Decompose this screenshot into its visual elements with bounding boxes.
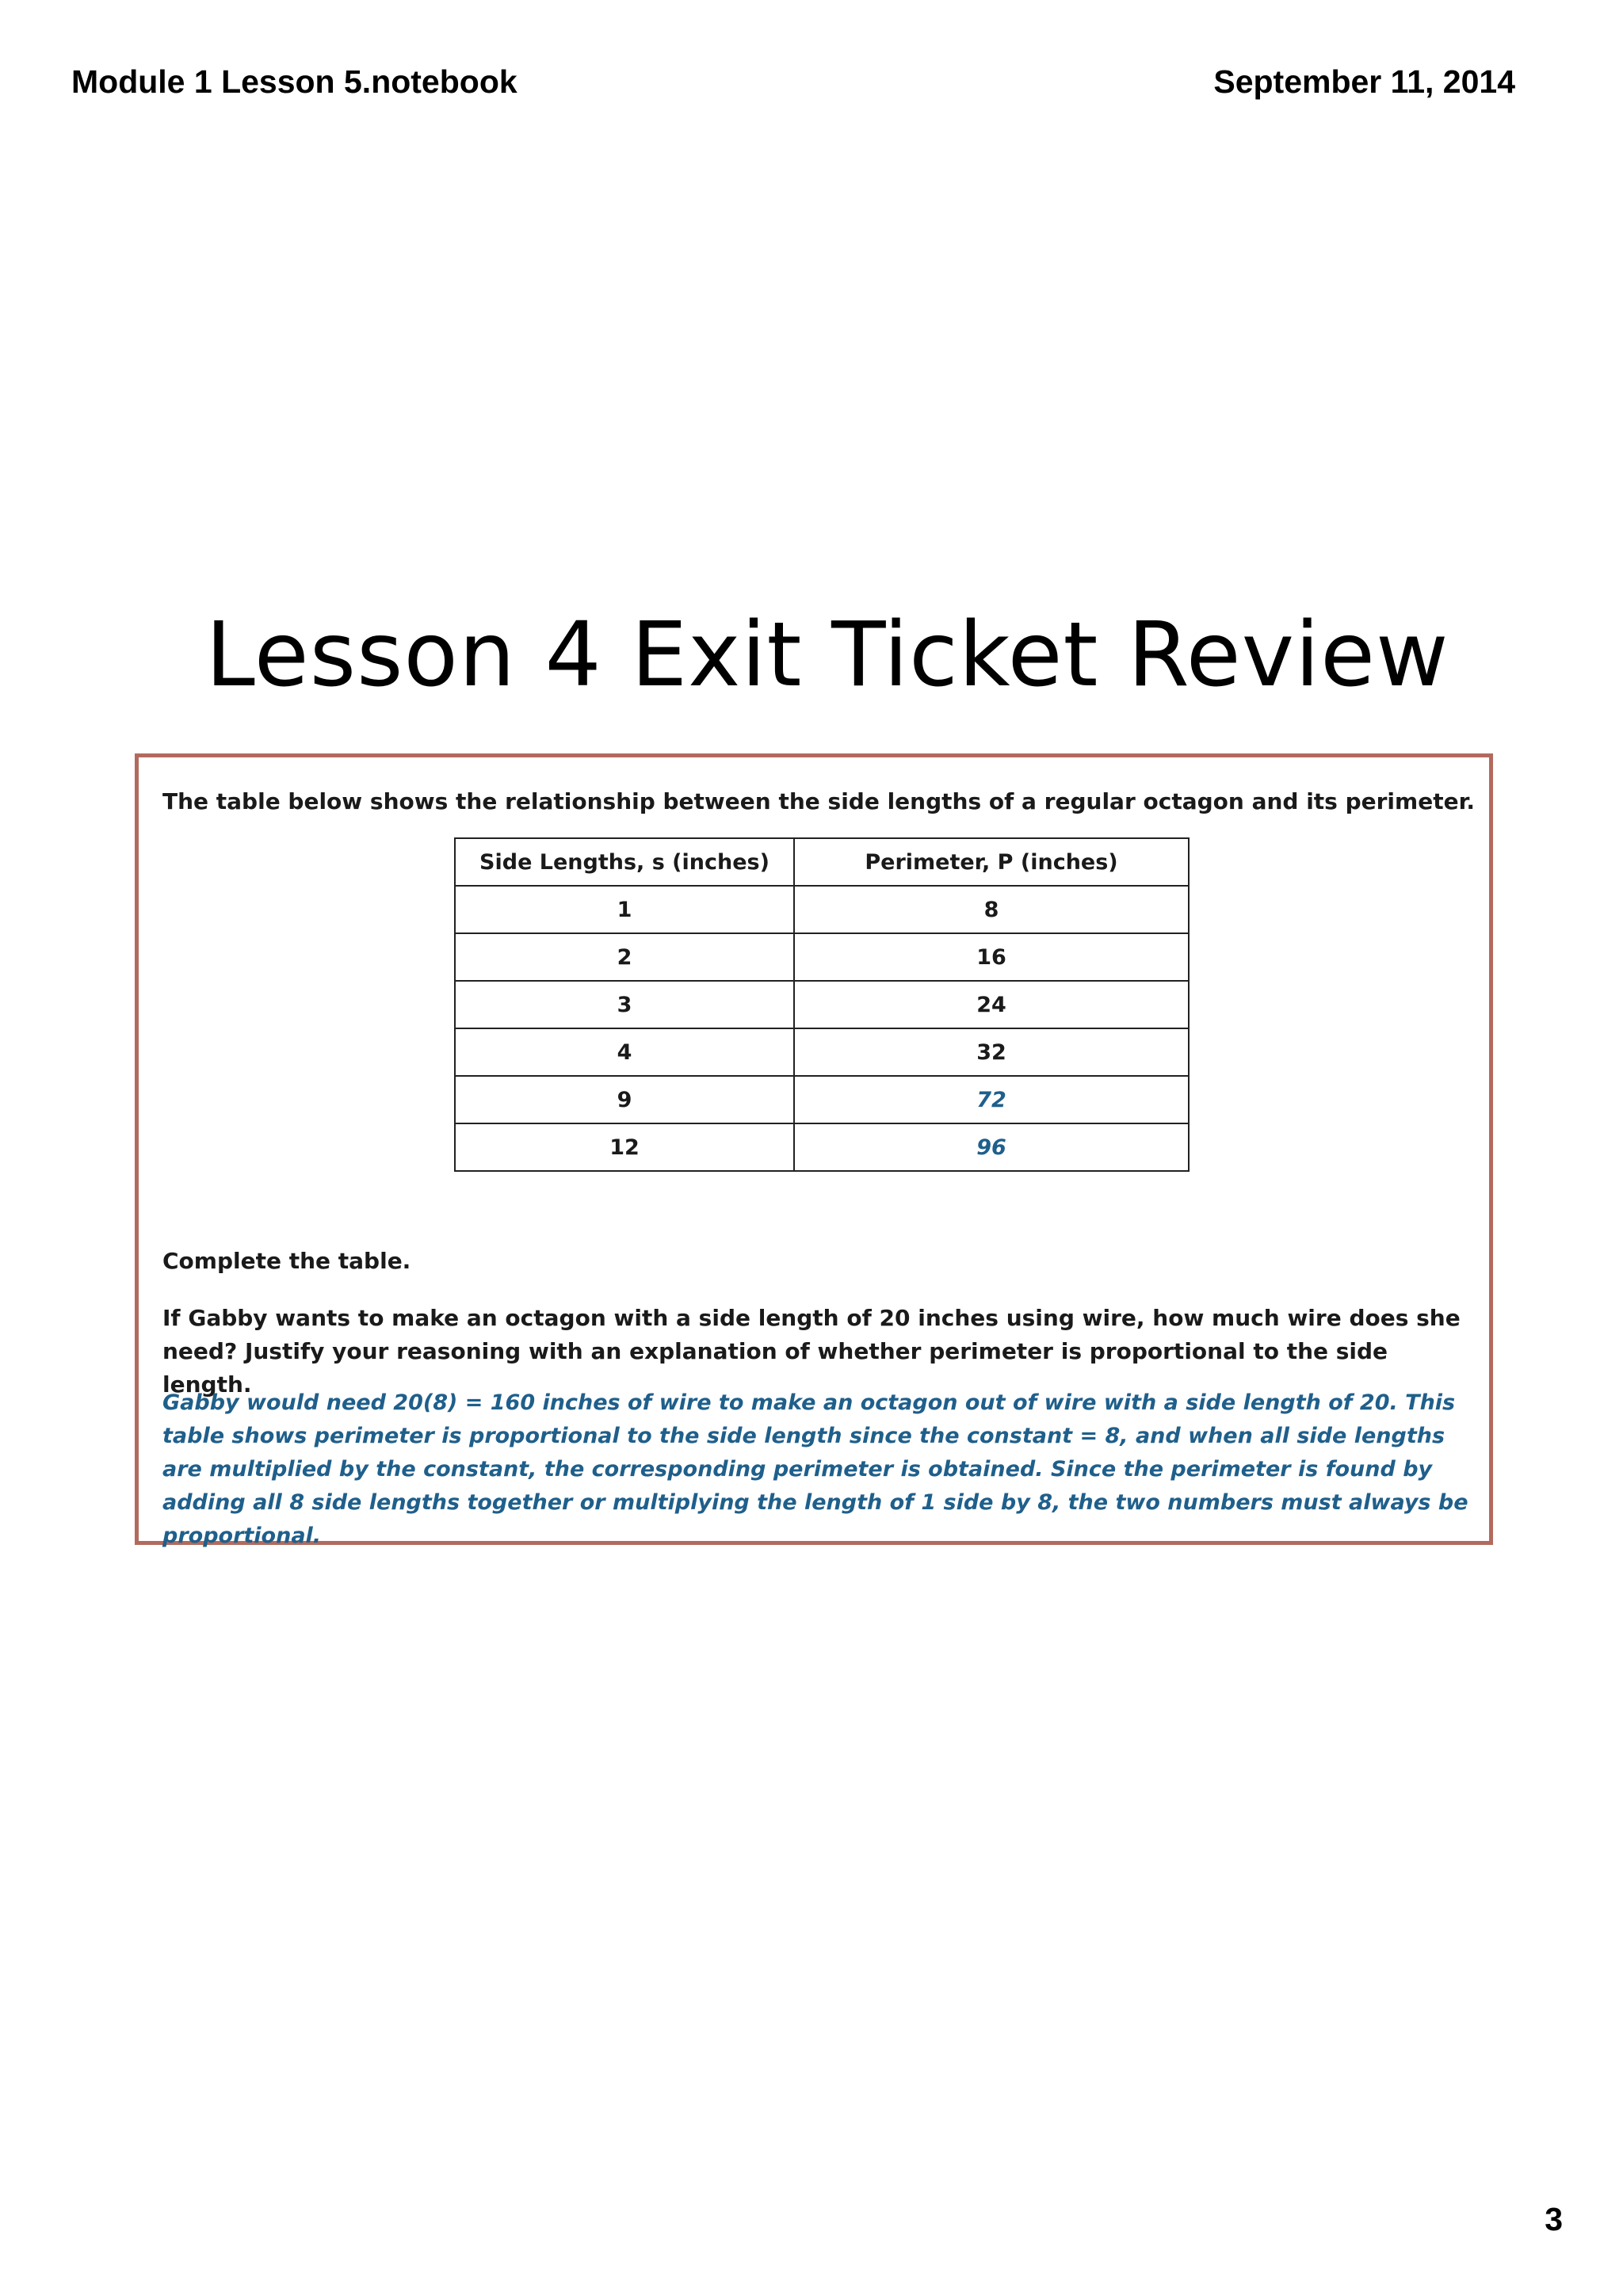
perimeter-cell: 16: [794, 933, 1189, 981]
perimeter-cell: 24: [794, 981, 1189, 1028]
perimeter-cell: 8: [794, 886, 1189, 933]
side-length-cell: 3: [455, 981, 794, 1028]
notebook-date: September 11, 2014: [1213, 63, 1515, 100]
question-text: If Gabby wants to make an octagon with a side length of 20 inches using wire, how much wire does she need? Justify your reasoning with an explanation of whether perimeter is proportional to the side length.: [162, 1305, 1461, 1398]
header-side-length: Side Lengths, s (inches): [455, 838, 794, 886]
side-length-cell: 1: [455, 886, 794, 933]
table-row: [455, 981, 1189, 1028]
table-header-row: [455, 838, 1189, 886]
page-number: 3: [1545, 2201, 1563, 2237]
header-perimeter: Perimeter, P (inches): [794, 838, 1189, 886]
side-length-cell: 4: [455, 1028, 794, 1076]
answer-text: Gabby would need 20(8) = 160 inches of wire to make an octagon out of wire with a side length of 20. This table shows perimeter is proportional to the side length since the constant = 8, and when all side lengths are multiplied by the constant, the corresponding perimeter is obtained. Since the perimeter is found by adding all 8 side lengths together or multiplying the length of 1 side by 8, the two numbers must always be proportional.: [162, 1390, 1468, 1548]
table-row: [455, 1123, 1189, 1171]
perimeter-answer-cell: 72: [794, 1076, 1189, 1123]
table-row: [455, 1076, 1189, 1123]
table-row: [455, 1028, 1189, 1076]
exit-ticket-panel: [135, 753, 1493, 1548]
notebook-title: Module 1 Lesson 5.notebook: [71, 63, 517, 100]
perimeter-cell: 32: [794, 1028, 1189, 1076]
side-length-cell: 12: [455, 1123, 794, 1171]
slide-title: Lesson 4 Exit Ticket Review: [205, 604, 1449, 707]
intro-text: The table below shows the relationship between the side lengths of a regular octagon and its perimeter.: [162, 788, 1476, 814]
side-length-cell: 9: [455, 1076, 794, 1123]
instruction-text: Complete the table.: [162, 1248, 411, 1274]
side-length-cell: 2: [455, 933, 794, 981]
table-row: [455, 933, 1189, 981]
table-row: [455, 886, 1189, 933]
octagon-table: [454, 837, 1190, 1172]
perimeter-answer-cell: 96: [794, 1123, 1189, 1171]
